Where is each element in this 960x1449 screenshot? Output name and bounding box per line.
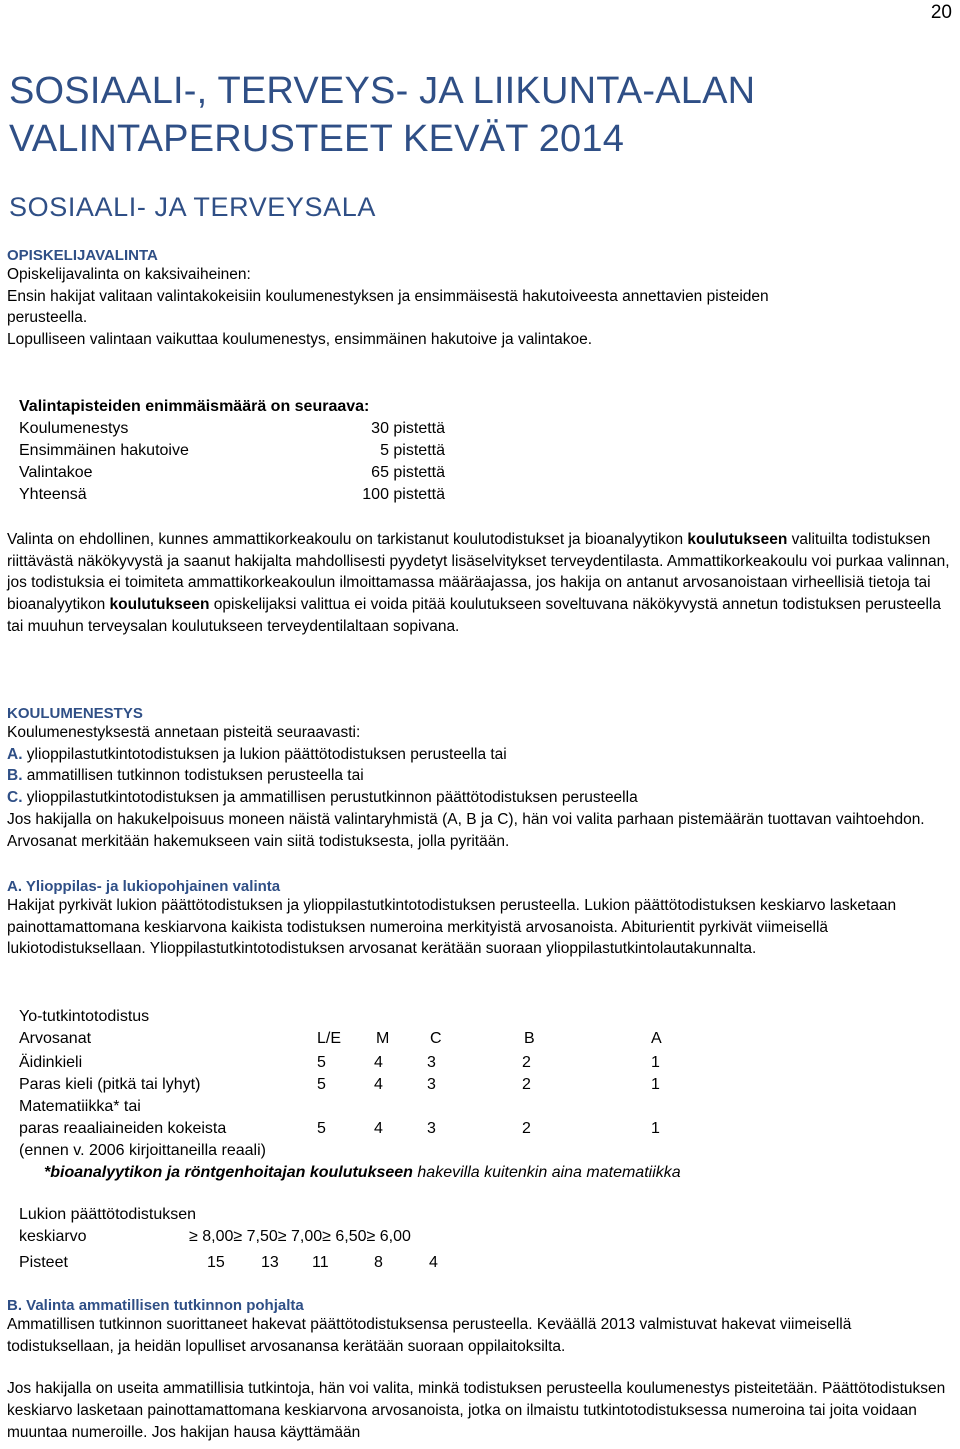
row-label: (ennen v. 2006 kirjoittaneilla reaali) <box>19 1142 266 1159</box>
points-label: Ensimmäinen hakutoive <box>19 442 189 459</box>
ge-icon: ≥ <box>277 1228 287 1245</box>
points-cell: 8 <box>374 1254 383 1271</box>
header-label: Arvosanat <box>19 1030 92 1047</box>
row-label: paras reaaliaineiden kokeista <box>19 1120 227 1137</box>
row-label: Äidinkieli <box>19 1054 83 1071</box>
option-c <box>7 787 952 809</box>
conditional-paragraph <box>7 529 952 638</box>
threshold-value: 7,00 <box>290 1228 323 1245</box>
ge-icon: ≥ <box>189 1228 198 1245</box>
points-row <box>19 420 445 438</box>
table-title: Yo-tutkintotodistus <box>19 1008 150 1025</box>
header-cell: B <box>524 1030 535 1047</box>
section-subtitle: SOSIAALI- JA TERVEYSALA <box>9 192 376 222</box>
points-value: 65 pistettä <box>371 464 445 481</box>
points-label: Pisteet <box>19 1254 68 1271</box>
grade-cell: 3 <box>427 1120 436 1137</box>
threshold-value: 6,00 <box>379 1228 411 1245</box>
grade-cell: 1 <box>651 1120 660 1137</box>
option-text: ylioppilastutkintotodistuksen ja lukion päättötodistuksen perusteella tai <box>22 745 507 763</box>
points-row <box>19 442 445 460</box>
header-cell: A <box>651 1030 662 1047</box>
page-title-line-2: VALINTAPERUSTEET KEVÄT 2014 <box>9 118 625 160</box>
section-b <box>7 1297 952 1444</box>
points-value: 5 pistettä <box>380 442 445 459</box>
yo-grade-table <box>19 1008 719 1188</box>
option-letter: C. <box>7 789 23 807</box>
text-run: opiskelijaksi valittua ei voida pitää koulutukseen soveltuvana näkökyvystä annetun todistuksen perusteella tai muuhun terveysalan koulutukseen terveydentilaltaan sopivana. <box>7 596 941 635</box>
grade-cell: 1 <box>651 1076 660 1093</box>
grade-cell: 2 <box>522 1120 531 1137</box>
header-cell: M <box>376 1030 390 1047</box>
grade-cell: 4 <box>374 1076 383 1093</box>
header-cell: L/E <box>317 1030 342 1047</box>
paragraph-line: Lopulliseen valintaan vaikuttaa koulumenestys, ensimmäinen hakutoive ja valintakoe. <box>7 331 593 349</box>
points-cell: 11 <box>312 1254 329 1271</box>
points-label: Yhteensä <box>19 486 87 503</box>
paragraph-line: Ensin hakijat valitaan valintakokeisiin koulumenestyksen ja ensimmäisestä hakutoiveesta annettavien pisteiden <box>7 287 769 305</box>
points-cell: 4 <box>429 1254 438 1271</box>
points-row <box>19 464 445 482</box>
header-cell: C <box>430 1030 442 1047</box>
points-label: Koulumenestys <box>19 420 129 437</box>
grade-cell: 2 <box>522 1054 531 1071</box>
option-letter: B. <box>7 767 23 785</box>
row-label: Paras kieli (pitkä tai lyhyt) <box>19 1076 201 1093</box>
points-heading: Valintapisteiden enimmäismäärä on seuraava: <box>19 398 370 415</box>
threshold-row <box>189 1228 411 1246</box>
points-value: 30 pistettä <box>371 420 445 437</box>
label-line: keskiarvo <box>19 1228 87 1245</box>
option-text: ylioppilastutkintotodistuksen ja ammatillisen perustutkinnon päättötodistuksen perusteella <box>22 789 638 807</box>
ge-icon: ≥ <box>322 1228 331 1245</box>
section-heading: B. Valinta ammatillisen tutkinnon pohjalta <box>7 1297 304 1314</box>
text-run: valituilta todistuksen riittävästä näkökyvystä ja saanut hakijalta mahdollisesti pyydetyt lisäselvitykset terveydentilasta. Ammattikorkeakoulu voi purkaa valinnan, jos todistuksia ei toimiteta ammattikorkeakoulun ilmoittamassa määräajassa, jos hakija on antanut arvosanoistaan virheellisiä tietoja tai bioanalyytikon <box>7 531 950 614</box>
points-cell: 13 <box>261 1254 279 1271</box>
lukio-points-table <box>19 1206 519 1276</box>
points-value: 100 pistettä <box>362 486 445 503</box>
paragraph-line: perusteella. <box>7 309 88 327</box>
points-row <box>19 486 445 504</box>
option-letter: A. <box>7 745 23 763</box>
threshold-value: 8,00 <box>202 1228 234 1245</box>
option-b <box>7 765 952 787</box>
section-a <box>7 878 952 960</box>
section-heading: KOULUMENESTYS <box>7 705 143 722</box>
points-cell: 15 <box>207 1254 225 1271</box>
intro-line: Koulumenestyksestä annetaan pisteitä seuraavasti: <box>7 724 361 741</box>
threshold-value: 7,50 <box>246 1228 278 1245</box>
page-number: 20 <box>930 2 952 23</box>
paragraph-line: Opiskelijavalinta on kaksivaiheinen: <box>7 266 251 283</box>
grade-cell: 5 <box>317 1076 326 1093</box>
ge-icon: ≥ <box>366 1228 376 1245</box>
bold-run: koulutukseen <box>687 531 788 548</box>
page-title-line-1: SOSIAALI-, TERVEYS- JA LIIKUNTA-ALAN <box>9 70 756 112</box>
label-line: Lukion päättötodistuksen <box>19 1206 197 1223</box>
grade-cell: 5 <box>317 1054 326 1071</box>
opiskelijavalinta-section <box>7 247 952 351</box>
grade-cell: 5 <box>317 1120 326 1137</box>
option-text: ammatillisen tutkinnon todistuksen perusteella tai <box>22 767 364 785</box>
footnote-text: hakevilla kuitenkin aina matematiikka <box>412 1164 681 1181</box>
koulumenestys-section <box>7 705 952 852</box>
grade-cell: 4 <box>374 1054 383 1071</box>
threshold-value: 6,50 <box>335 1228 367 1245</box>
bold-run: koulutukseen <box>109 596 210 614</box>
grade-cell: 4 <box>374 1120 383 1137</box>
grade-cell: 3 <box>427 1076 436 1093</box>
grade-cell: 3 <box>427 1054 436 1071</box>
section-b-paragraph: Ammatillisen tutkinnon suorittaneet hakevat päättötodistuksensa perusteella. Keväällä 2013 valmistuvat hakevat viimeisellä todistuksellaan, ja heidän lopulliset arvosanansa kerätään suoraan oppilaitoksilta. <box>7 1316 852 1355</box>
points-label: Valintakoe <box>19 464 93 481</box>
row-label: Matematiikka* tai <box>19 1098 141 1115</box>
note-paragraph: Jos hakijalla on hakukelpoisuus moneen näistä valintaryhmistä (A, B ja C), hän voi valita parhaan pistemäärän tuottavan vaihtoehdon. Arvosanat merkitään hakemukseen vain siitä todistuksesta, jolla pyritään. <box>7 810 925 850</box>
footnote-bold: *bioanalyytikon ja röntgenhoitajan koulutukseen <box>44 1164 413 1181</box>
option-a <box>7 744 952 766</box>
grade-cell: 2 <box>522 1076 531 1093</box>
text-run: Valinta on ehdollinen, kunnes ammattikorkeakoulu on tarkistanut koulutodistukset ja bioanalyytikon <box>7 531 688 548</box>
grade-cell: 1 <box>651 1054 660 1071</box>
section-heading: OPISKELIJAVALINTA <box>7 247 158 264</box>
section-heading: A. Ylioppilas- ja lukiopohjainen valinta <box>7 878 281 895</box>
ge-icon: ≥ <box>233 1228 243 1245</box>
section-a-paragraph: Hakijat pyrkivät lukion päättötodistuksen ja ylioppilastutkintotodistuksen perusteella. Lukion päättötodistuksen keskiarvo lasketaan painottamattomana keskiarvona kaikista todistuksen numeroina merkityistä arvosanoista. Abiturientit pyrkivät viimeisellä lukiotodistuksellaan. Ylioppilastutkintotodistuksen arvosanat kerätään suoraan ylioppilastutkintolautakunnalta. <box>7 897 897 958</box>
section-b-paragraph: Jos hakijalla on useita ammatillisia tutkintoja, hän voi valita, minkä todistuksen perusteella koulumenestys pisteitetään. Päättötodistuksen keskiarvo lasketaan painottamattomana keskiarvona arvosanoista, jotka on ilmaistu tutkintotodistuksessa numeroina tai joita voidaan muuntaa numeroille. Jos hakijan hausa käyttämään <box>7 1380 946 1441</box>
table-footnote <box>44 1164 681 1182</box>
